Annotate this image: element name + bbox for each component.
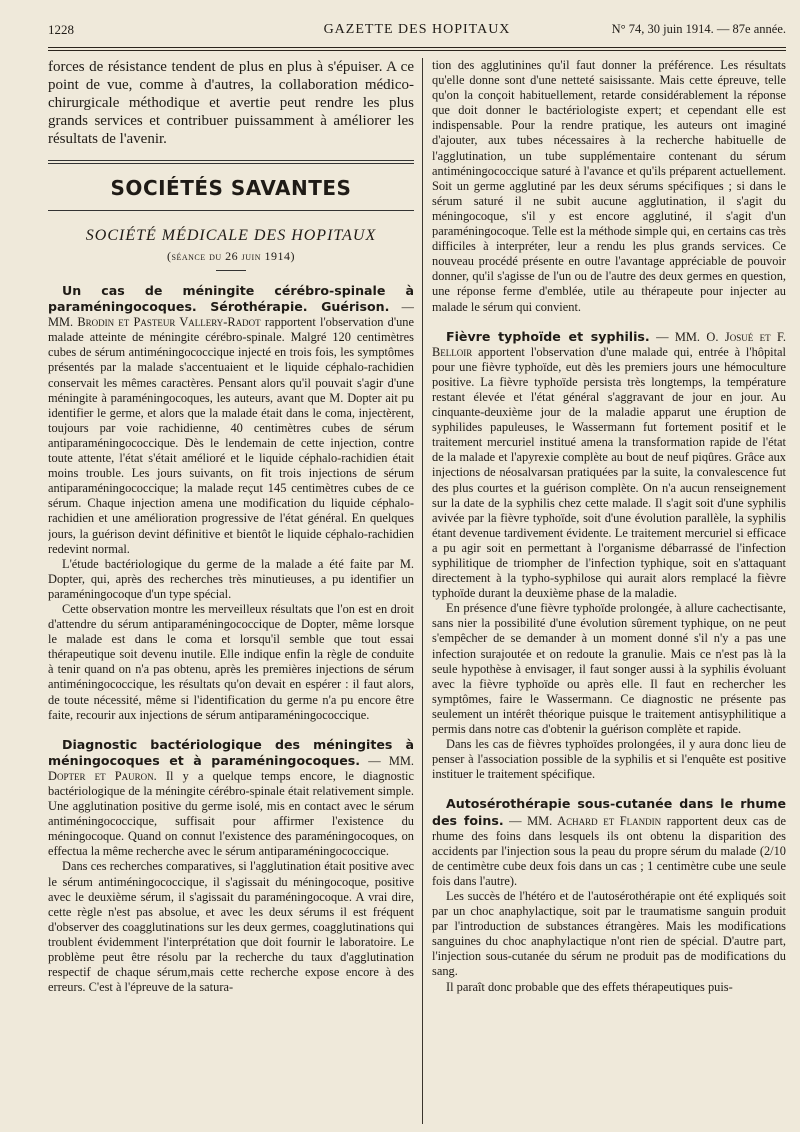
article-2-para-2: Dans ces recherches comparatives, si l'agglutination était positive avec le sérum antiméningococcique, il s'agissait du méningocoque, positive avec le deuxième sérum, il s'agissait du paraméningocoque. A vrai dire, cette règle n'est pas absolue, et avec les deux sérums il est fréquent d'observer des coagglutinations sur les deux germes, coagglutinations qui troublent évidemment l'interprétation que doit fournir le laboratoire. Le problème peut être résolu par la recherche du taux d'agglutination respectif de chaque sérum,mais cette recherche expose encore à des erreurs. C'est à l'épreuve de la satura- (48, 859, 414, 995)
article-4-authors: — MM. Achard et Flandin (503, 813, 662, 828)
article-4-heading: Autosérothérapie sous-cutanée dans le rhume des foins. (432, 796, 786, 828)
article-4-text: rapportent deux cas de rhume des foins dans lesquels ils ont obtenu la disparition des accidents par l'injection sous la peau du propre sérum du malade (2/10 de centimètre cube deux fois dans un cas ; 1 centimètre cube une seule fois dans l'autre). (432, 813, 786, 888)
article-1-heading: Un cas de méningite cérébro-spinale à paraméningocoques. Sérothérapie. Guérison. (48, 283, 414, 315)
article-1-authors: — MM. Brodin et Pasteur Vallery-Radot (48, 300, 414, 330)
article-2-text: Il y a quelque temps encore, le diagnostic bactériologique de la méningite cérébro-spinale était relativement simple. Une agglutination positive du germe isolé, mis en contact avec le sérum antiméningococcique, suffisait pour affirmer l'existence du méningocoque. Quand on connut l'existence des paraméningocoques, on effectua la même recherche avec le sérum antiparaméningococcique. (48, 768, 414, 859)
article-1 (48, 283, 414, 557)
seance-date: (séance du 26 juin 1914) (167, 249, 295, 263)
intro-paragraph: forces de résistance tendent de plus en plus à s'épuiser. A ce point de vue, comme à d'autres, la collaboration médico-chirurgicale méthodique et avertie peut rendre les plus grands services et contribuer puissamment à améliorer les résultats de l'avenir. (48, 59, 414, 147)
article-4-para-2: Les succès de l'hétéro et de l'autosérothérapie ont été expliqués soit par un choc anaphylactique, soit par le traumatisme sanguin produit par l'introduction de substances étrangères. Mais les modifications sanguines du choc anaphylactique n'ont rien de spécial. D'autre part, l'injection sous-cutanée du sérum ne produit pas de modifications du sang. (432, 888, 786, 979)
left-column (48, 58, 414, 1124)
article-4 (432, 796, 786, 889)
right-column (432, 58, 786, 1124)
short-rule (216, 270, 246, 271)
article-2-heading: Diagnostic bactériologique des méningites à méningocoques et à paraméningocoques. (48, 736, 414, 768)
header-rule (48, 47, 786, 51)
society-title: SOCIÉTÉ MÉDICALE DES HOPITAUX (85, 227, 377, 244)
continued-paragraph: tion des agglutinines qu'il faut donner la préférence. Les résultats qu'elle donne sont d'une netteté saisissante. Mais cette épreuve, telle qu'on la conçoit habituellement, retarde considérablement la réponse que doit donner le bactériologiste expert; et cependant elle est indispensable. Pour la rendre pratique, les auteurs ont imaginé d'ajouter, aux tubes nécessaires à la recherche habituelle de l'agglutination, un tube supplémentaire contenant du sérum antiméningococcique saturé à l'avance et qu'ils préparent actuellement. Soit un germe agglutiné par les deux sérums spécifiques ; si dans le sérum saturé il ne subit aucune agglutination, il s'agit du méningocoque, s'il y est encore agglutiné, il s'agit d'un paraméningocoque. Telle est la méthode simple qui, en certains cas très difficiles à interpréter, leur a rendu les plus grands services. Ce nouveau procédé présente en outre l'avantage appréciable de pouvoir donner, qu'il s'agisse de l'un ou de l'autre des deux germes en question, une réponse ferme d'emblée, utile au thérapeute pour injecter au malade le sérum qui convient. (432, 58, 786, 314)
article-3-para-3: Dans les cas de fièvres typhoïdes prolongées, il y aura donc lieu de penser à l'association possible de la syphilis et si l'enquête est positive instituer le traitement spécifique. (432, 737, 786, 782)
article-1-para-2: L'étude bactériologique du germe de la malade a été faite par M. Dopter, qui, après des recherches très minutieuses, a pu identifier un paraméningocoque d'un type spécial. (48, 556, 414, 601)
article-1-para-3: Cette observation montre les merveilleux résultats que l'on est en droit d'attendre du sérum antiparaméningococcique de Dopter, même lorsque le malade est dans le coma et lorsqu'il semble que tout essai thérapeutique soit devenu inutile. Elle indique enfin la règle de conduite à tenir quand on n'a pas obtenu, après les premières injections de sérum antiméningococcique, les résultats qu'on devait en espérer : il faut alors, de toute nécessité, même si l'identification du germe n'a pu encore être faite, recourir aux injections de sérum antiparaméningococcique. (48, 601, 414, 722)
page-number: 1228 (48, 22, 74, 37)
article-3-para-2: En présence d'une fièvre typhoïde prolongée, à allure cachectisante, sans nier la possibilité d'une évolution sûrement typhique, on ne peut s'empêcher de se demander à un moment donné s'il n'y a pas une infection surajoutée et on redoute la granulie. Mais ce n'est pas là la seule hypothèse à envisager, il faut songer aussi à la syphilis évoluant avec la fièvre typhoïde ou après elle. Il faut en rechercher les symptômes, faire le Wassermann. Ce diagnostic ne présente pas seulement un intérêt théorique puisque le traitement antisyphilitique a permis dans notre cas d'obtenir la guérison complète et rapide. (432, 601, 786, 737)
article-3-text: apportent l'observation d'une malade qui, entrée à l'hôpital pour une fièvre typhoïde, eut dès les premiers jours une hémoculture positive. La fièvre typhoïde persista très longtemps, la température restant élevée et l'état général s'aggravant de jour en jour. Au cinquante-deuxième jour de la maladie apparut une éruption de syphilides papuleuses, le Wassermann fut fortement positif et le traitement mercuriel institué amena la transformation rapide de l'état de la malade et l'apyrexie complète au bout de neuf piqûres. Grâce aux injections de néosalvarsan pratiquées par la suite, la convalescence fut des plus courtes et la guérison complète. On n'a aucun renseignement sur la date de la syphilis chez cette malade. Il s'agit soit d'une syphilis avivée par la fièvre typhoïde, soit d'une évolution parallèle, la syphilis étant devenue tardivement évidente. Le traitement mercuriel si efficace a pu agir soit en permettant à l'organisme débarrassé de l'infection syphilitique de triompher de l'infection typhique, soit en s'attaquant directement à la typho-syphilose qui aurait alors remplacé la fièvre typhoïde durant la deuxième phase de la maladie. (432, 344, 786, 601)
article-3-authors: — MM. O. Josué et F. Belloir (432, 329, 786, 359)
section-rule (48, 160, 414, 164)
section-rule-bottom (48, 210, 414, 211)
journal-title: GAZETTE DES HOPITAUX (323, 22, 511, 37)
article-3-heading: Fièvre typhoïde et syphilis. (446, 328, 650, 344)
article-4-para-3: Il paraît donc probable que des effets thérapeutiques puis- (446, 979, 733, 994)
column-divider (422, 58, 423, 1124)
article-1-text: rapportent l'observation d'une malade atteinte de méningite cérébro-spinale. Malgré 120 centimètres cubes de sérum antiméningococcique injecté en trois fois, les symptômes présentés par la malade s'accentuaient et le liquide céphalo-rachidien conservait les mêmes caractères. Pensant alors qu'il pouvait s'agir d'une méningite à paraméningocoques, les auteurs, avant que M. Dopter ait pu identifier le germe, et alors que la malade était dans le coma, injectèrent, toujours par voie rachidienne, 40 centimètres cubes de sérum antiparaméningococcique. Dès le lendemain de cette injection, contre toute attente, l'état s'était amélioré et le liquide céphalo-rachidien était moins trouble. Les jours suivants, on fit trois injections de sérum antiparaméningococcique; la malade reçut 145 centimètres cubes de ce sérum. Chaque injection amena une modification du liquide céphalo-rachidien et une amélioration progressive de l'état général. En quelques jours, la guérison devint définitive et bientôt le liquide céphalo-rachidien redevint normal. (48, 315, 414, 556)
section-title: SOCIÉTÉS SAVANTES (110, 176, 352, 200)
issue-info: N° 74, 30 juin 1914. — 87e année. (611, 22, 786, 36)
article-2-authors: — MM. Dopter et Pauron. (48, 753, 414, 783)
article-3 (432, 329, 786, 602)
article-2 (48, 737, 414, 860)
running-header (48, 22, 786, 42)
columns (48, 58, 786, 1124)
